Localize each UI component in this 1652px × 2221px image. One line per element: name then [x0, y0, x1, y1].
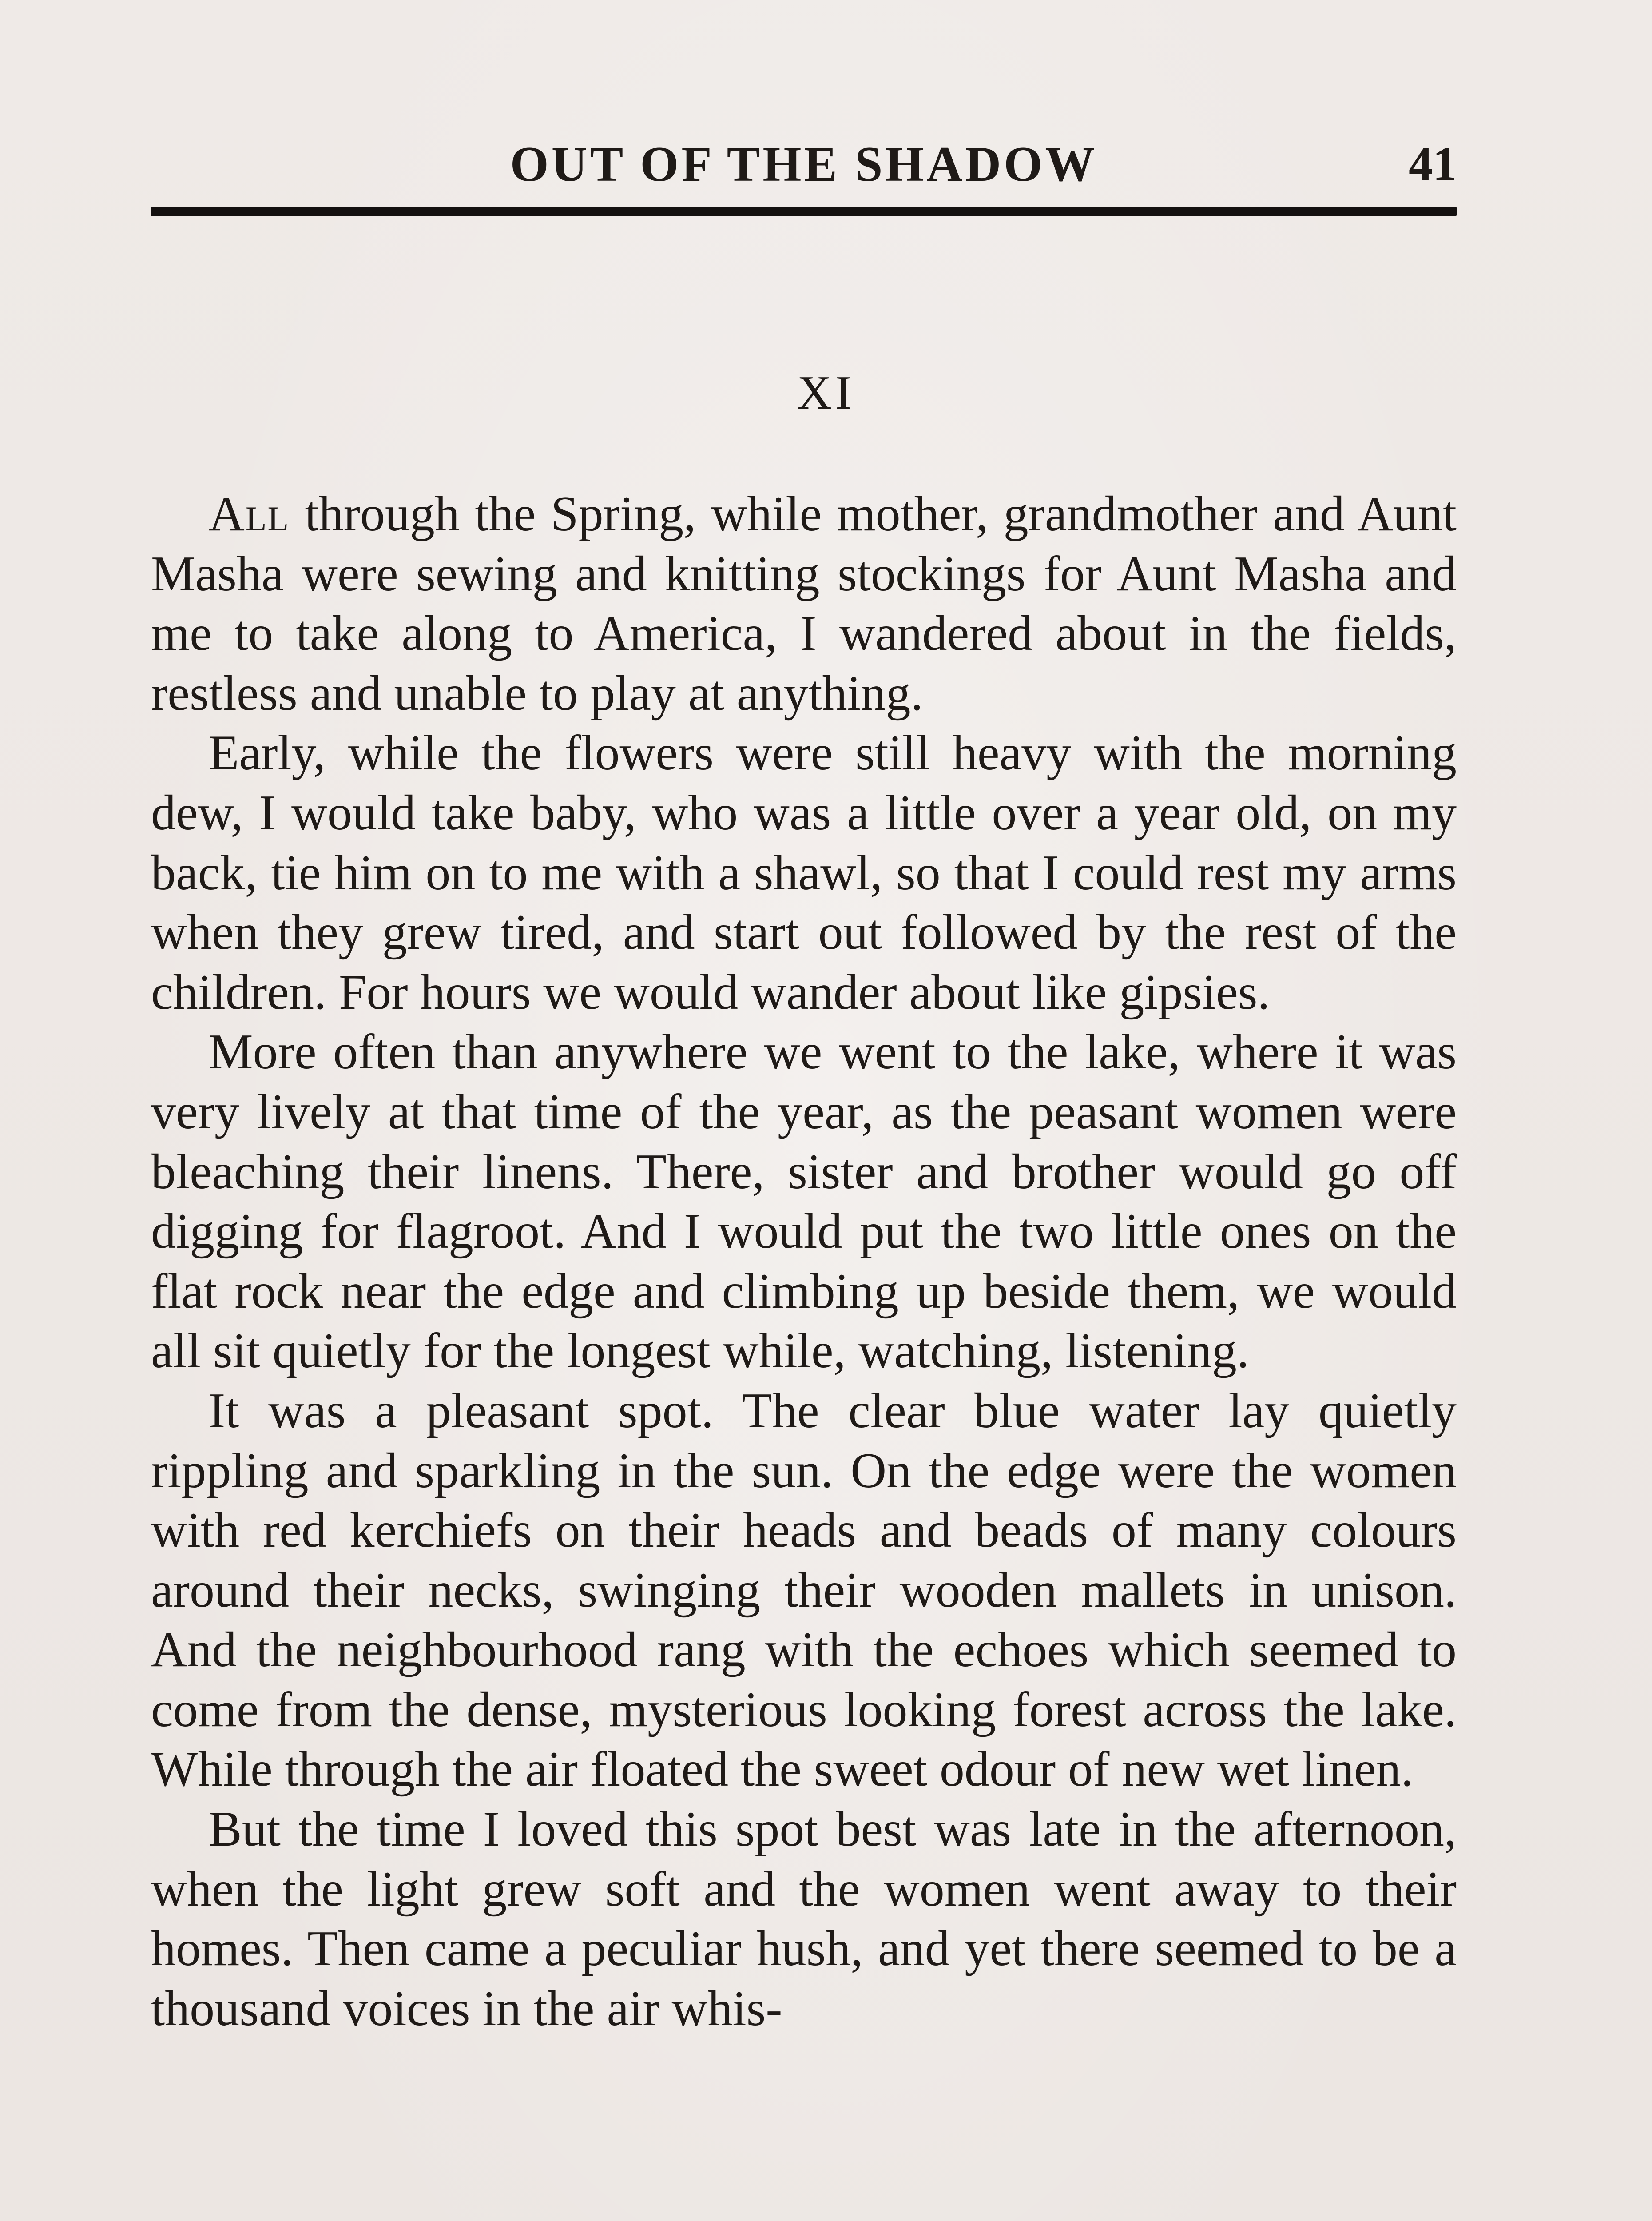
- paragraph-5: [151, 1799, 1457, 2038]
- paragraph-1: [151, 484, 1457, 723]
- chapter-number: XI: [797, 366, 855, 419]
- paragraph-3: [151, 1022, 1457, 1381]
- paragraph-text: It was a pleasant spot. The clear blue water lay quietly rippling and sparkling in the sun. On the edge were the women with red kerchiefs on their heads and beads of many colours around their necks, swinging their wooden mallets in unison. And the neighbourhood rang with the echoes which seemed to come from the dense, mysterious looking forest across the lake. While through the air floated the sweet odour of new wet linen.: [151, 1383, 1457, 1797]
- page-number: 41: [1409, 138, 1457, 191]
- paragraph-text: More often than anywhere we went to the lake, where it was very lively at that time of the year, as the peasant women were bleaching their linens. There, sister and brother would go off digging for flagroot. And I would put the two little ones on the flat rock near the edge and climbing up beside them, we would all sit quietly for the longest while, watching, listening.: [151, 1024, 1457, 1379]
- paragraph-text: But the time I loved this spot best was late in the afternoon, when the light grew soft and the women went away to their homes. Then came a peculiar hush, and yet there seemed to be a thousand voices in the air whis-: [151, 1802, 1457, 2036]
- running-head: [151, 133, 1457, 213]
- paragraph-4: [151, 1381, 1457, 1799]
- running-title: OUT OF THE SHADOW: [510, 137, 1098, 192]
- paragraph-lead-word: All: [209, 486, 290, 541]
- body-text: [151, 484, 1457, 2038]
- header-rule: [151, 207, 1457, 216]
- paragraph-text: through the Spring, while mother, grandmother and Aunt Masha were sewing and knitting stockings for Aunt Masha and me to take along to America, I wandered about in the fields, restless and unable to play at anything.: [151, 486, 1457, 721]
- paragraph-2: [151, 723, 1457, 1022]
- paragraph-text: Early, while the flowers were still heavy with the morning dew, I would take baby, who was a little over a year old, on my back, tie him on to me with a shawl, so that I could rest my arms when they grew tired, and start out followed by the rest of the children. For hours we would wander about like gipsies.: [151, 725, 1457, 1020]
